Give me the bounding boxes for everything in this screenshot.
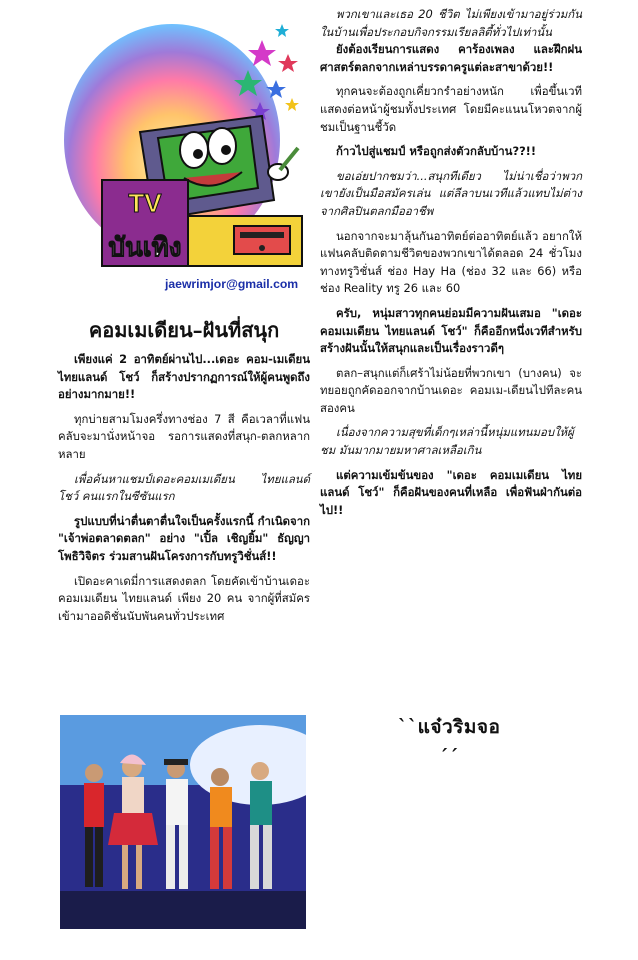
- article-headline: คอมเมเดียน–ฝันที่สนุก: [88, 318, 280, 342]
- left-column-body: [58, 351, 310, 625]
- logo-tv-text: TV: [128, 188, 162, 218]
- right-column-body: [320, 6, 582, 519]
- paragraph: ขอเอ่ยปากชมว่า...สนุกทีเดียว ไม่น่าเชื่อว่าพวกเขายังเป็นมือสมัครเล่น แต่ลีลาบนเวทีแล้วแทบไม่ต่างจากศิลปินตลกมืออาชีพ: [320, 168, 582, 218]
- paragraph: ยังต้องเรียนการแสดง คาร้องเพลง และฝึกฝนศาสตร์ตลกจากเหล่าบรรดาครูแต่ละสาขาด้วย!!: [320, 42, 582, 74]
- paragraph: เพียงแค่ 2 อาทิตย์ผ่านไป...เดอะ คอม-เมเดียน ไทยแลนด์ โชว์ ก็สร้างปรากฏการณ์ให้ผู้คนพูดถึงอย่างมากมาย!!: [58, 352, 310, 402]
- paragraph: เพื่อค้นหาแชมป์เดอะคอมเมเดียน ไทยแลนด์ โชว์ คนแรกในซีซันแรก: [58, 471, 310, 504]
- signature-quote-open: ``: [397, 716, 418, 738]
- paragraph: ทุกบ่ายสามโมงครึ่งทางช่อง 7 สี คือเวลาที่แฟนคลับจะมานั่งหน้าจอ รอการแสดงที่สนุก-ตลกหลากหลาย: [58, 411, 310, 461]
- signature-text: แจ๋วริมจอ: [417, 716, 501, 738]
- paragraph: ทุกคนจะต้องถูกเคี่ยวกรำอย่างหนัก เพื่อขึ้นเวทีแสดงต่อหน้าผู้ชมทั้งประเทศ โดยมีคะแนนโหวตจากผู้ชมเป็นฐานชี้วัด: [320, 84, 582, 134]
- tv-bantoeng-logo: [62, 20, 310, 290]
- paragraph: แต่ความเข้มข้นของ "เดอะ คอมเมเดียน ไทยแลนด์ โชว์" ก็คือฝันของคนที่เหลือ เพื่อฟันฝ่ากันต่อไป!!: [320, 467, 582, 517]
- logo-bantoeng-text: บันเทิง: [108, 233, 182, 263]
- paragraph: เปิดอะคาเดมี่การแสดงตลก โดยคัดเข้าบ้านเดอะคอมเมเดียน ไทยแลนด์ เพียง 20 คน จากผู้ที่สมัครเข้ามาออดิชั่นนับพันคนทั่วประเทศ: [58, 573, 310, 623]
- paragraph: รูปแบบที่น่าตื่นตาตื่นใจเป็นครั้งแรกนี้ กำเนิดจาก "เจ้าพ่อตลาดตลก" อย่าง "เปิ้ล เชิญยิ้ม" ธัญญา โพธิวิจิตร ร่วมสานฝันโครงการกับทรูวิชั่นส์!!: [58, 513, 310, 563]
- paragraph: ก้าวไปสู่แชมป์ หรือถูกส่งตัวกลับบ้าน??!!: [336, 144, 537, 159]
- stage-photo: [60, 715, 306, 929]
- paragraph: พวกเขาและเธอ 20 ชีวิต ไม่เพียงเข้ามาอยู่ร่วมกันในบ้านเพื่อประกอบกิจกรรมเรียลลิตี้ทั่วไปเท่านั้น: [320, 7, 582, 39]
- paragraph: ครับ, หนุ่มสาวทุกคนย่อมมีความฝันเสมอ "เดอะ คอมเมเดียน ไทยแลนด์ โชว์" ก็คืออีกหนึ่งเวทีสำหรับสร้างฝันนั้นให้สนุกและเป็นเรื่องราวดีๆ: [320, 305, 582, 356]
- columnist-signature: [388, 712, 510, 768]
- contact-email[interactable]: jaewrimjor@gmail.com: [165, 277, 299, 291]
- paragraph: นอกจากจะมาลุ้นกันอาทิตย์ต่ออาทิตย์แล้ว อยากให้แฟนคลับติดตามชีวิตของพวกเขาได้ตลอด 24 ชั่วโมงทางทรูวิชั่นส์ ช่อง Hay Ha (ช่อง 32 และ 66) หรือช่อง Reality ทรู 26 และ 60: [320, 228, 582, 296]
- paragraph: เนื่องจากความสุขที่เด็กๆเหล่านี้หนุ่มแทนมอบให้ผู้ชม มันมากมายมหาศาลเหลือเกิน: [320, 425, 574, 458]
- signature-quote-close: ´´: [439, 746, 459, 768]
- paragraph: ตลก–สนุกแต่ก็เศร้าไม่น้อยที่พวกเขา (บางคน) จะทยอยถูกคัดออกจากบ้านเดอะ คอมเม-เดียนไปทีละคนสองคน: [320, 365, 582, 415]
